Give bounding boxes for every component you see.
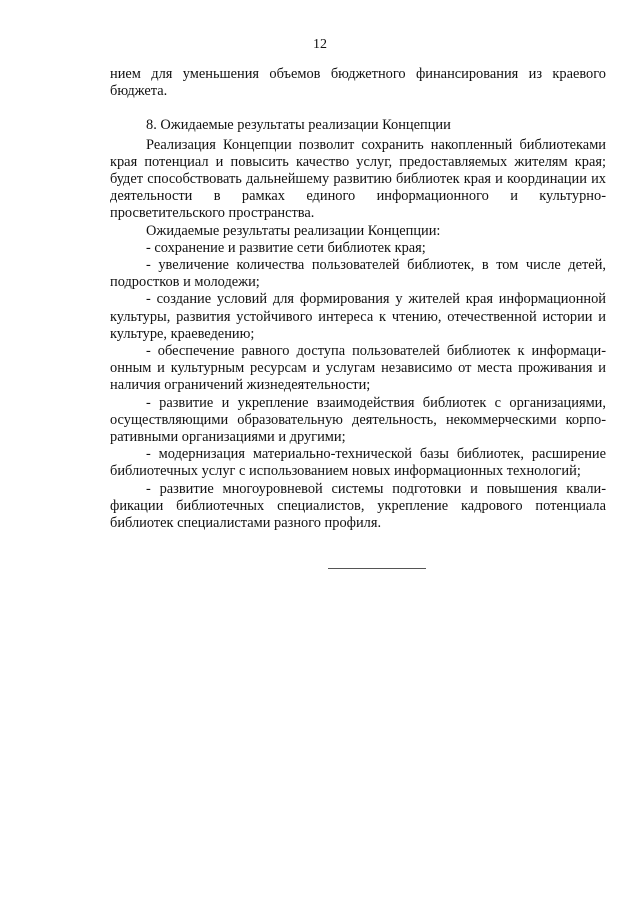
result-item: - увеличение количества пользователей библиотек, в том числе детей, подростков и молодежи; <box>110 257 606 291</box>
result-item: - обеспечение равного доступа пользователей библиотек к информационным и культурным ресурсам и услугам независимо от места проживания и наличия ограничений жизнедеятельности; <box>110 343 606 394</box>
page-number: 12 <box>313 37 327 52</box>
result-item: - создание условий для формирования у жителей края информационной культуры, развития устойчивого интереса к чтению, отечественной истории и культуре, краеведению; <box>110 291 606 342</box>
result-item: - развитие многоуровневой системы подготовки и повышения квалификации библиотечных специалистов, укрепление кадрового потенциала библиотек специалистами разного профиля. <box>110 480 606 532</box>
result-item: - модернизация материально-технической базы библиотек, расширение библиотечных услуг с использованием новых информационных технологий; <box>110 446 606 480</box>
intro-paragraph: Реализация Концепции позволит сохранить накопленный библиотеками края потенциал и повысить качество услуг, предоставляемых жителям края; будет способствовать дальнейшему развитию библиотек края и координации их деятельности в рамках единого информационного и культурно-просветительского пространства. <box>110 136 606 222</box>
document-body <box>110 66 606 532</box>
result-item: - сохранение и развитие сети библиотек края; <box>146 239 426 256</box>
result-item: - развитие и укрепление взаимодействия библиотек с организациями, осуществляющими образовательную деятельность, некоммерческими корпоративными организациями и другими; <box>110 394 606 446</box>
end-separator-line <box>328 568 426 569</box>
continuation-paragraph: нием для уменьшения объемов бюджетного финансирования из краевого бюджета. <box>110 66 606 100</box>
section-heading: 8. Ожидаемые результаты реализации Концепции <box>146 117 451 134</box>
results-intro: Ожидаемые результаты реализации Концепции: <box>146 222 441 239</box>
